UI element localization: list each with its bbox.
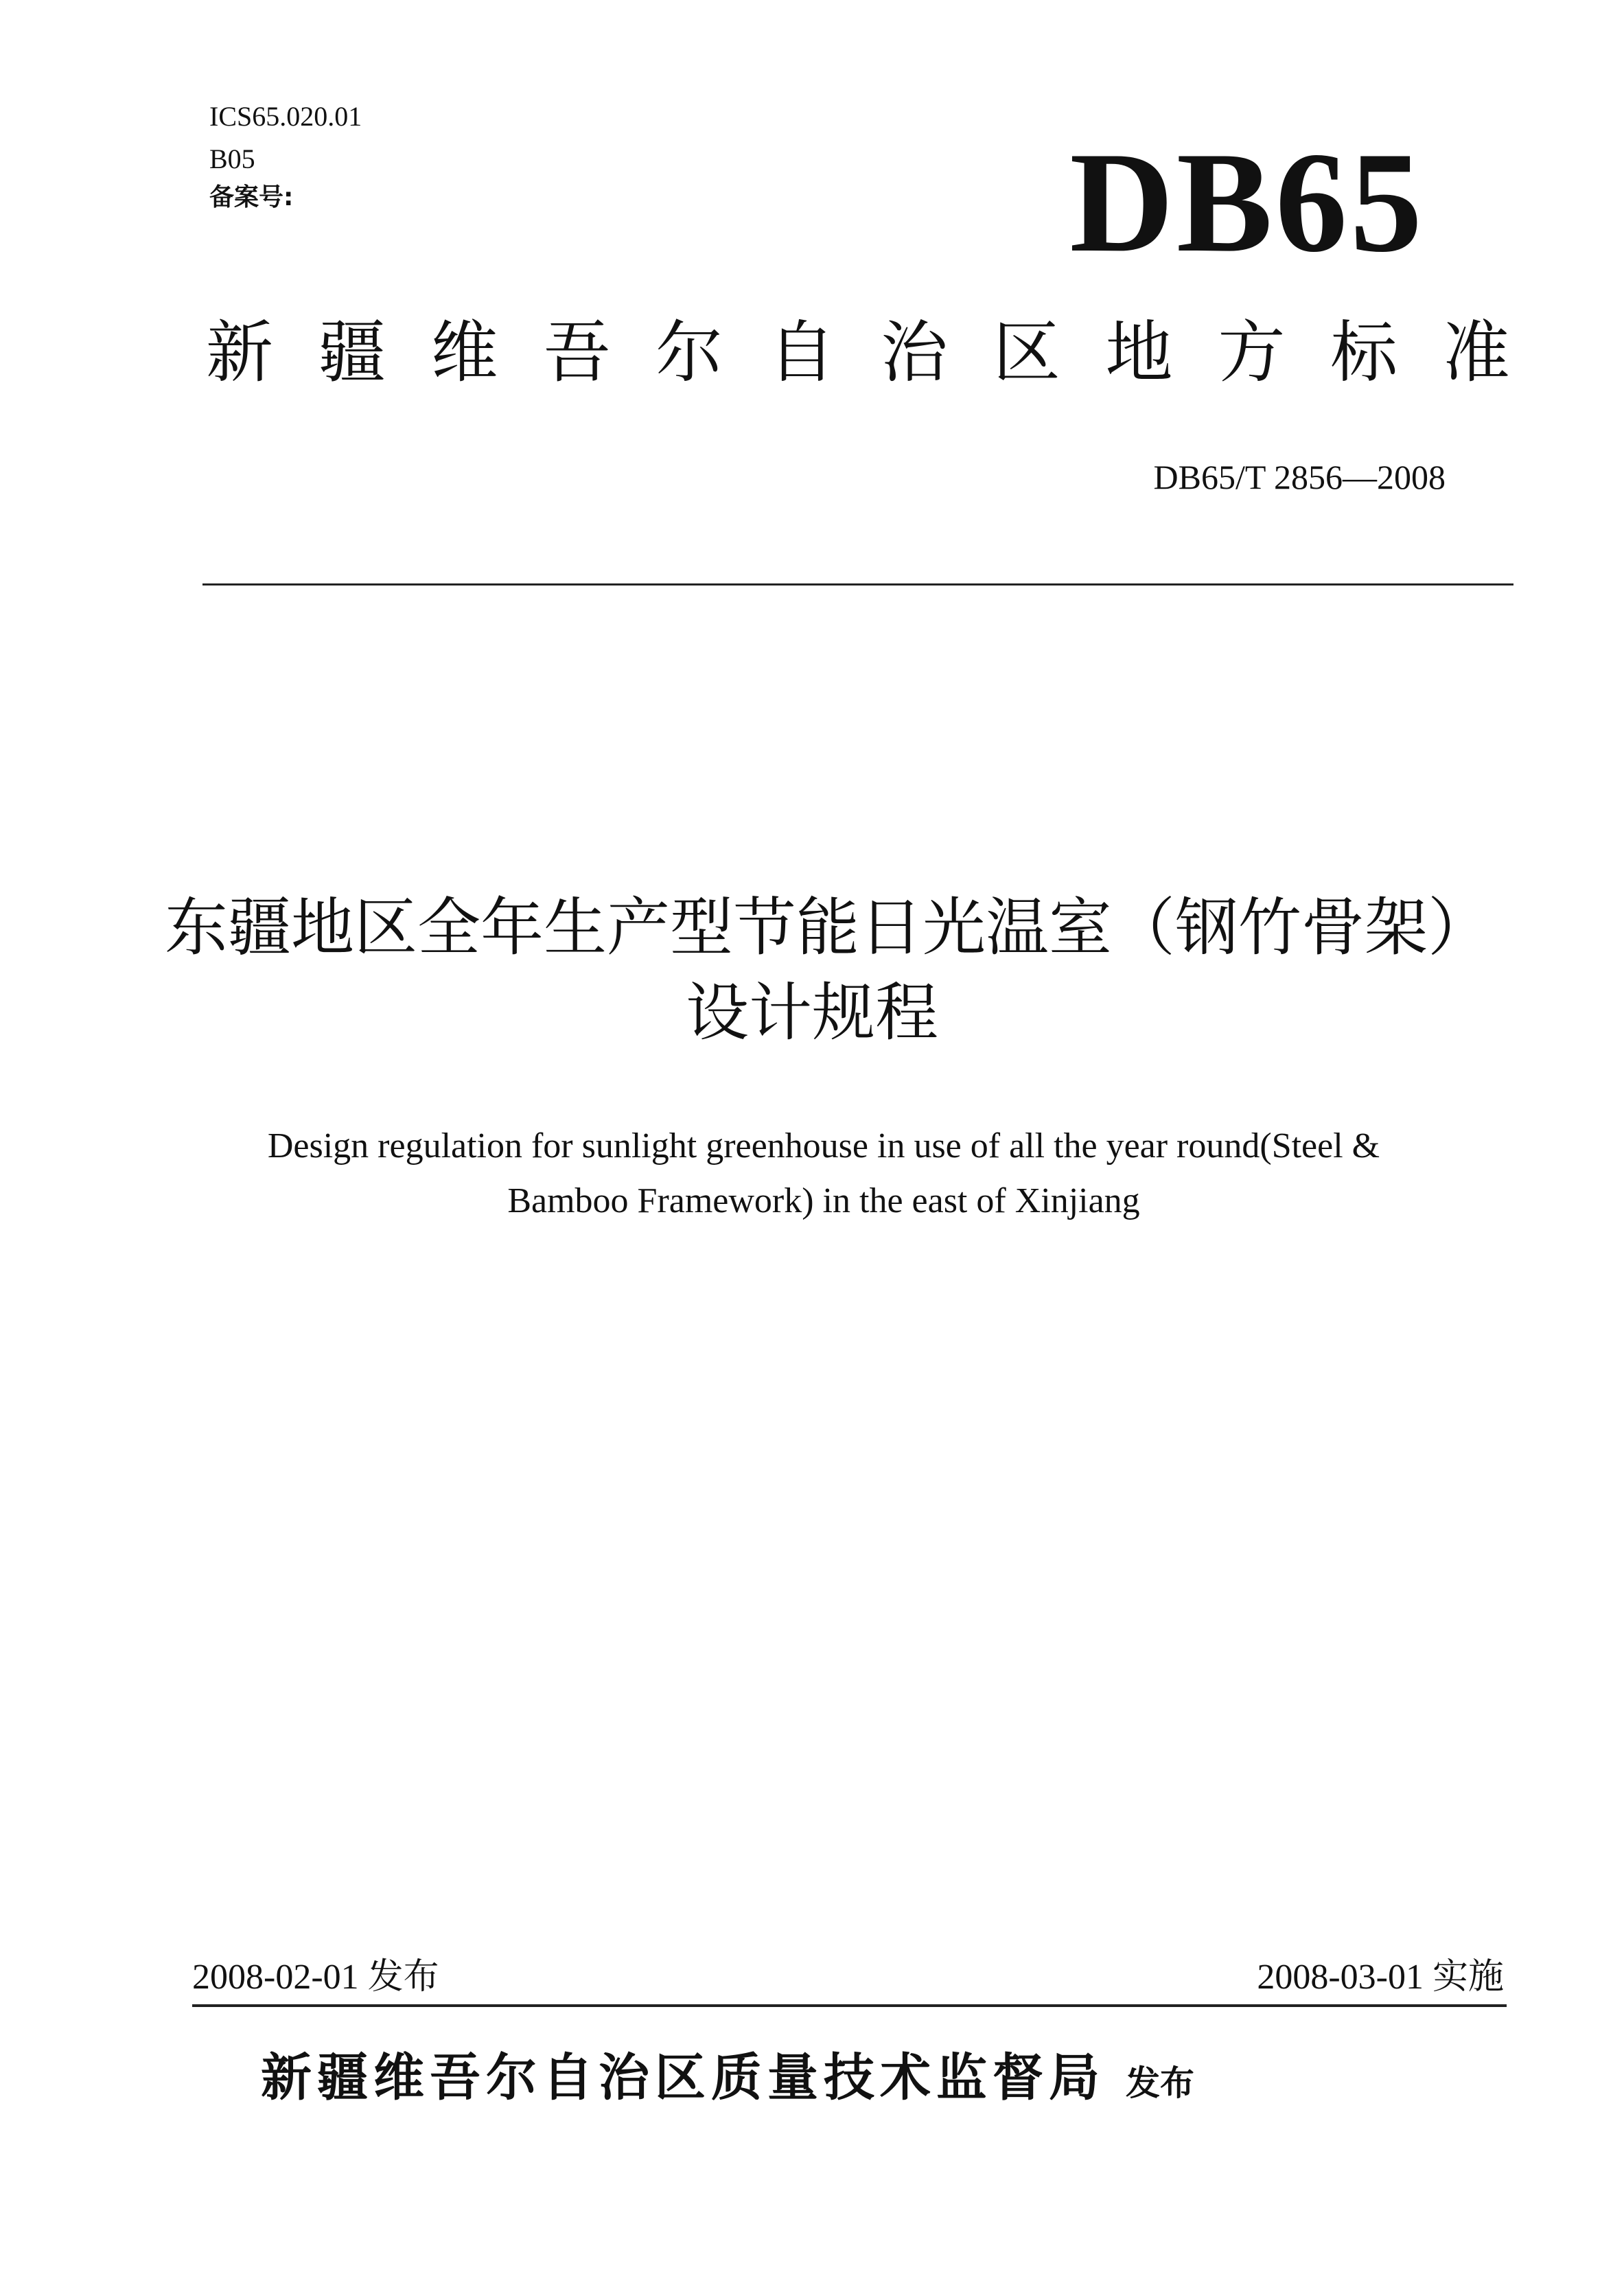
title-english: Design regulation for sunlight greenhouse in use of all the year round(Steel & Bamboo Framework) in the east of Xinjiang (267, 1126, 1380, 1220)
standard-category-heading: 新疆维吾尔自治区地方标准 (206, 314, 1510, 392)
implementation-date: 2008-03-01 实施 (1257, 1958, 1504, 1997)
issuer-suffix: 发布 (1126, 2063, 1194, 2103)
title-chinese: 东疆地区全年生产型节能日光温室（钢竹骨架）设计规程 (164, 891, 1459, 1050)
standard-number: DB65/T 2856—2008 (1153, 458, 1446, 496)
top-divider (202, 583, 1513, 585)
filing-number-label: 备案号: (209, 183, 294, 211)
issuing-authority (261, 2048, 1194, 2107)
db65-logo: DB65 (1069, 123, 1425, 282)
issuer-name: 新疆维吾尔自治区质量技术监督局 (261, 2048, 1105, 2107)
ccs-code: B05 (209, 143, 255, 174)
issue-date: 2008-02-01 发布 (192, 1958, 439, 1997)
ics-code: ICS65.020.01 (209, 101, 362, 132)
bottom-divider (192, 2004, 1507, 2007)
